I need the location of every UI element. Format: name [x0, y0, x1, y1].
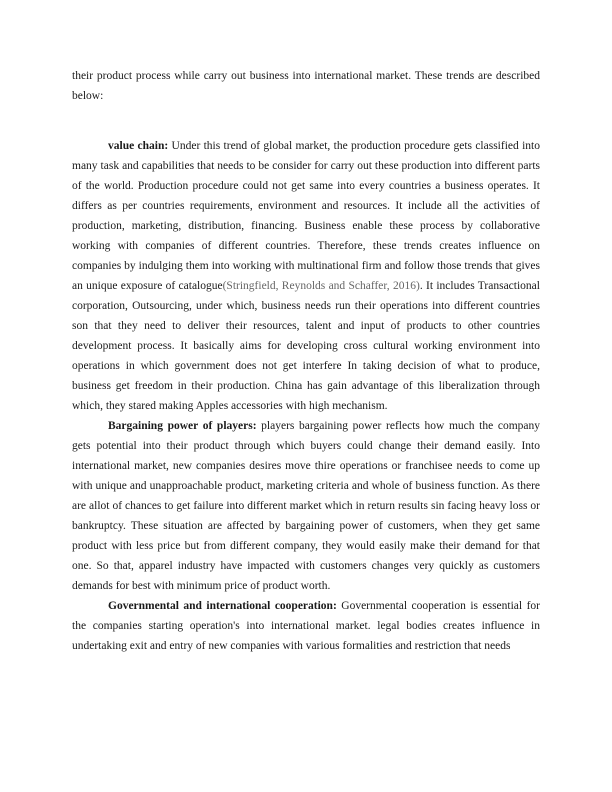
bargaining-power-paragraph — [72, 416, 540, 596]
paragraph-gap — [72, 106, 540, 136]
value-chain-paragraph — [72, 136, 540, 416]
citation: (Stringfield, Reynolds and Schaffer, 2016) — [222, 280, 420, 292]
value-chain-text-continued: . It includes Transactional corporation, Outsourcing, under which, business needs run their operations into different countries son that they need to deliver their resources, talent and input of products to other countries development process. It basically aims for developing cross cultural working environment into operations in which government does not get interfere In taking decision of what to produce, business get freedom in their production. China has gain advantage of this liberalization through which, they stared making Apples accessories with high mechanism. — [72, 280, 540, 412]
governmental-cooperation-text: Governmental cooperation is essential for the companies starting operation's into international market. legal bodies creates influence in undertaking exit and entry of new companies with various formalities and restriction that needs — [72, 600, 540, 652]
document-page — [72, 66, 540, 656]
bargaining-power-heading: Bargaining power of players: — [108, 420, 257, 432]
governmental-cooperation-heading: Governmental and international cooperation: — [108, 600, 337, 612]
bargaining-power-text: players bargaining power reflects how much the company gets potential into their product through which buyers could change their demand easily. Into international market, new companies desires move thire operations or franchisee needs to come up with unique and unapproachable product, marketing criteria and whole of business function. As there are allot of chances to get failure into different market which in return results sin facing heavy loss or bankruptcy. These situation are affected by bargaining power of customers, when they get same product with less price but from different company, they would easily make their demand for that one. So that, apparel industry have impacted with customers changes very quickly as customers demands for best with minimum price of product worth. — [72, 420, 541, 592]
value-chain-heading: value chain: — [108, 140, 169, 152]
governmental-cooperation-paragraph — [72, 596, 540, 656]
value-chain-text: Under this trend of global market, the production procedure gets classified into many task and capabilities that needs to be consider for carry out these production into different parts of the world. Production procedure could not get same into every countries a business operates. It differs as per countries requirements, environment and resources. It include all the activities of production, marketing, distribution, financing. Business enable these process by collaborative working with companies of different countries. Therefore, these trends creates influence on companies by indulging them into working with multinational firm and follow those trends that gives an unique exposure of catalogue — [72, 140, 540, 292]
intro-paragraph: their product process while carry out business into international market. These trends are described below: — [72, 70, 540, 102]
